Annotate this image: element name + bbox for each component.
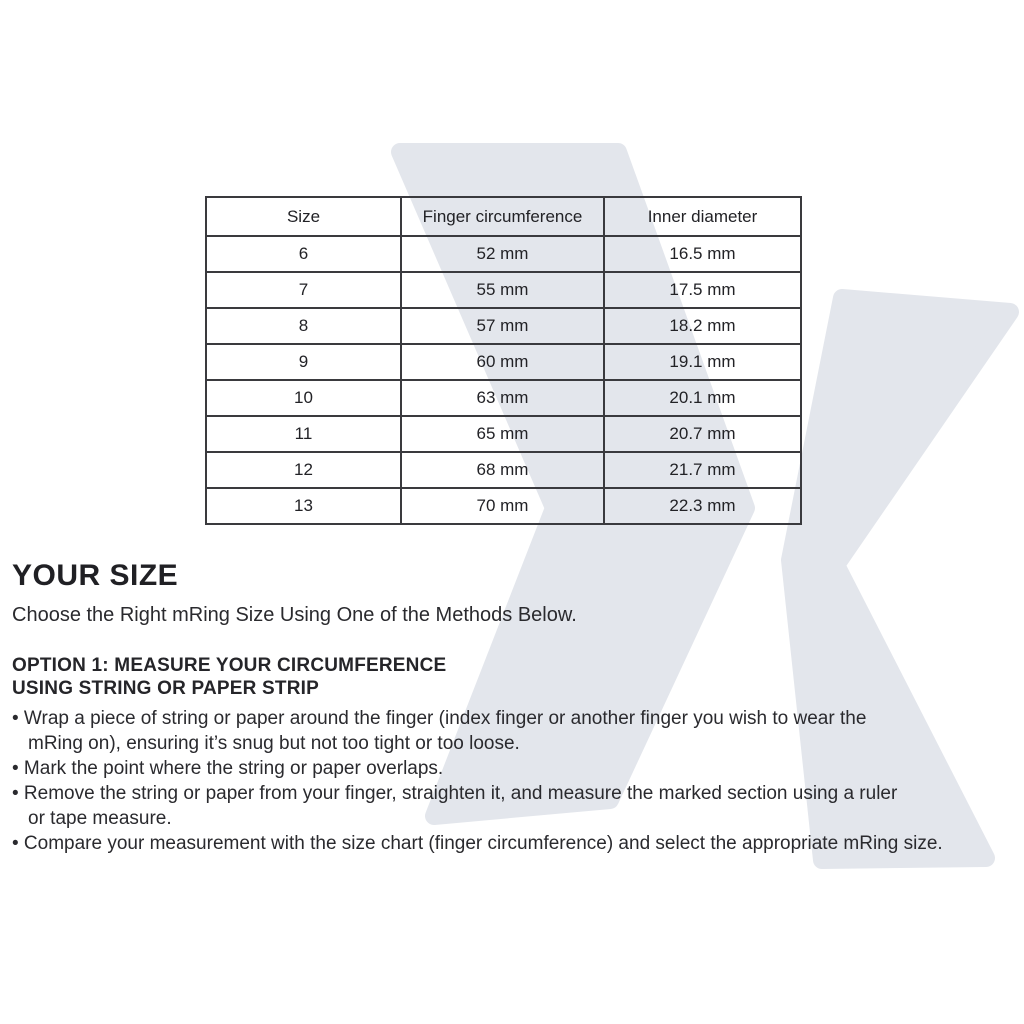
- bullet-list: [12, 706, 1020, 856]
- table-cell: 10: [206, 380, 401, 416]
- bullet-continuation-line: or tape measure.: [28, 808, 172, 829]
- table-row: [206, 272, 801, 308]
- option1-title-line2: USING STRING OR PAPER STRIP: [12, 678, 319, 699]
- table-row: [206, 416, 801, 452]
- table-cell: 63 mm: [401, 380, 604, 416]
- table-cell: 18.2 mm: [604, 308, 801, 344]
- table-header-cell: Inner diameter: [604, 197, 801, 236]
- table-cell: 16.5 mm: [604, 236, 801, 272]
- table-cell: 60 mm: [401, 344, 604, 380]
- table-cell: 20.7 mm: [604, 416, 801, 452]
- table-cell: 19.1 mm: [604, 344, 801, 380]
- table-cell: 20.1 mm: [604, 380, 801, 416]
- table-cell: 57 mm: [401, 308, 604, 344]
- table-cell: 9: [206, 344, 401, 380]
- bullet-first-line: • Wrap a piece of string or paper around the finger (index finger or another finger you wish to wear the: [12, 708, 867, 729]
- table-row: [206, 236, 801, 272]
- bullet-item: [12, 706, 1020, 756]
- table-cell: 55 mm: [401, 272, 604, 308]
- your-size-section: [12, 559, 1020, 856]
- table-cell: 12: [206, 452, 401, 488]
- bullet-item: [12, 781, 1020, 831]
- bullet-first-line: • Remove the string or paper from your finger, straighten it, and measure the marked section using a ruler: [12, 783, 898, 804]
- bullet-item: [12, 831, 1020, 856]
- option1-title-line1: OPTION 1: MEASURE YOUR CIRCUMFERENCE: [12, 655, 447, 676]
- table-cell: 13: [206, 488, 401, 524]
- table-header-cell: Size: [206, 197, 401, 236]
- bullet-item: [12, 756, 1020, 781]
- table-cell: 68 mm: [401, 452, 604, 488]
- table-cell: 65 mm: [401, 416, 604, 452]
- table-cell: 70 mm: [401, 488, 604, 524]
- table-body: [206, 236, 801, 524]
- bullet-continuation-line: mRing on), ensuring it’s snug but not too tight or too loose.: [28, 733, 520, 754]
- table-header-cell: Finger circumference: [401, 197, 604, 236]
- table-cell: 8: [206, 308, 401, 344]
- table-row: [206, 488, 801, 524]
- table-row: [206, 344, 801, 380]
- table-cell: 17.5 mm: [604, 272, 801, 308]
- bullet-first-line: • Compare your measurement with the size chart (finger circumference) and select the appropriate mRing size.: [12, 833, 943, 854]
- bullet-first-line: • Mark the point where the string or paper overlaps.: [12, 758, 444, 779]
- table-cell: 11: [206, 416, 401, 452]
- table-cell: 22.3 mm: [604, 488, 801, 524]
- page-title: YOUR SIZE: [12, 559, 179, 592]
- table-row: [206, 308, 801, 344]
- subtitle: Choose the Right mRing Size Using One of the Methods Below.: [12, 604, 577, 626]
- option1-title: [12, 654, 1020, 700]
- table-row: [206, 380, 801, 416]
- table-cell: 7: [206, 272, 401, 308]
- table-row: [206, 452, 801, 488]
- table-cell: 21.7 mm: [604, 452, 801, 488]
- table-cell: 6: [206, 236, 401, 272]
- table-header-row: [206, 197, 801, 236]
- size-chart-table: [205, 196, 802, 525]
- table-cell: 52 mm: [401, 236, 604, 272]
